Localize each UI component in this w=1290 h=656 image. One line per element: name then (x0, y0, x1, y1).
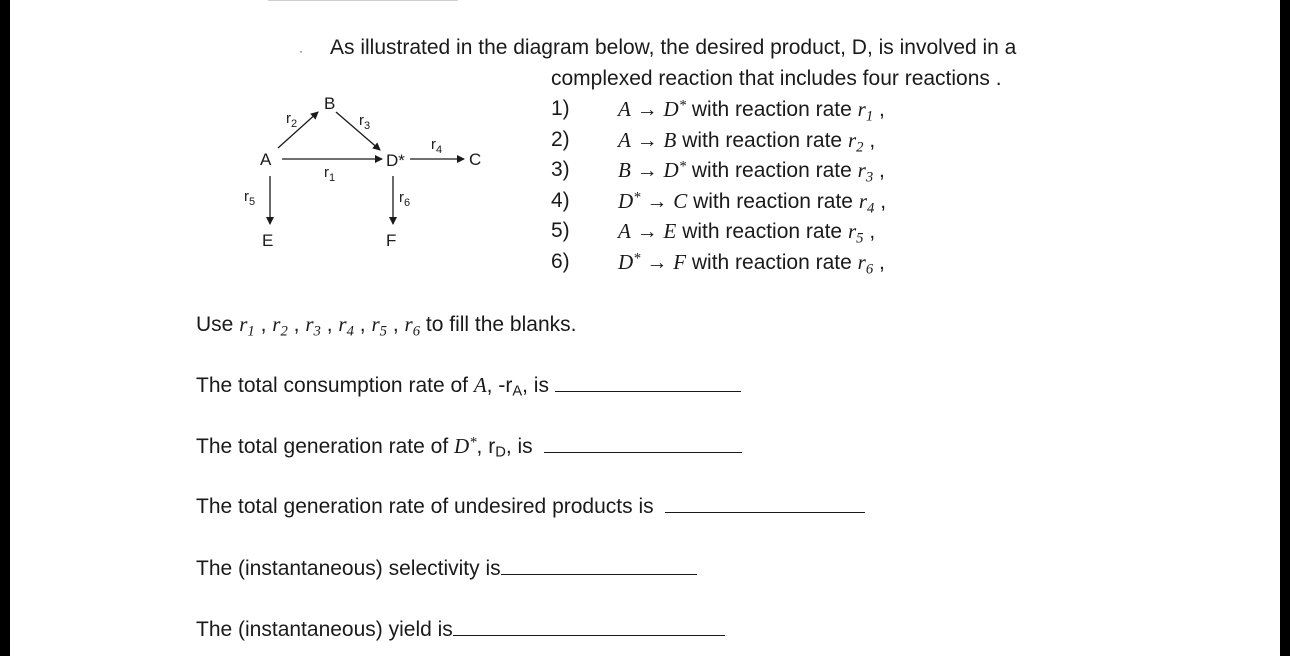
rate-list-comma: , (326, 313, 333, 336)
question-consumption-rate-a (196, 373, 741, 400)
product: B (663, 127, 677, 152)
rate-list-sub: 3 (313, 323, 321, 340)
blank-generation-rate-d[interactable] (544, 434, 742, 453)
reaction-equation (618, 219, 875, 247)
q1-species: A (473, 373, 487, 397)
node-a: A (260, 150, 272, 169)
reaction-number: 1) (551, 97, 570, 120)
comma: , (869, 220, 876, 243)
comma: , (869, 128, 876, 152)
comma: , (880, 189, 887, 213)
q2-post: , is (505, 435, 533, 458)
rate-list-symbol: r (404, 312, 413, 336)
bullet-dot: · (299, 44, 303, 58)
reaction-number: 4) (551, 188, 570, 212)
comma: , (879, 98, 885, 121)
reaction-network-diagram (220, 88, 520, 258)
lhs-sup: * (633, 188, 641, 205)
comma: , (879, 159, 885, 182)
reactant: D (618, 249, 634, 274)
rate-list-comma: , (359, 313, 366, 336)
reaction-arrow: → (636, 98, 658, 121)
reaction-equation (618, 158, 885, 186)
reaction-equation (618, 97, 885, 125)
product: D (663, 97, 679, 121)
rate-symbol: r (847, 219, 857, 243)
product: C (673, 188, 688, 213)
rate-sub: 5 (856, 230, 864, 247)
product: D (663, 158, 679, 182)
reactant: A (618, 219, 631, 243)
rate-list-symbol: r (239, 312, 248, 336)
rate-symbol: r (857, 97, 866, 121)
reactant: D (618, 188, 634, 213)
label-r5: $r_5$ (244, 188, 256, 208)
q2-rate-symbol: , r (476, 435, 496, 458)
edge-a-to-b (278, 112, 318, 148)
node-b: B (324, 94, 336, 113)
rate-symbol: r (857, 158, 866, 182)
question-selectivity (196, 556, 697, 581)
product: E (663, 219, 677, 243)
reaction-arrow: → (646, 189, 668, 213)
rhs-sup: * (678, 97, 687, 114)
rate-list-sub: 2 (280, 323, 288, 340)
rate-list-symbol: r (272, 312, 281, 336)
node-e: E (262, 231, 274, 250)
label-r4: $r_4$ (431, 136, 443, 156)
intro-line-1: As illustrated in the diagram below, the desired product, D, is involved in a (330, 36, 1017, 59)
blank-yield[interactable] (453, 617, 725, 636)
edge-b-to-d (336, 112, 380, 150)
lhs-sup: * (633, 249, 641, 266)
rate-symbol: r (847, 127, 857, 152)
question-generation-rate-d (196, 434, 742, 461)
rate-sub: 3 (865, 169, 874, 186)
reaction-number: 6) (551, 249, 570, 273)
reaction-equation (618, 128, 875, 156)
q5-text: The (instantaneous) yield is (196, 618, 453, 641)
reaction-arrow: → (636, 128, 658, 152)
node-d: D* (386, 151, 405, 170)
q4-text: The (instantaneous) selectivity is (196, 557, 501, 580)
rate-symbol: r (857, 249, 866, 274)
node-f: F (386, 231, 397, 250)
q3-text: The total generation rate of undesired products is (196, 495, 654, 518)
rate-list-symbol: r (338, 312, 347, 336)
reaction-arrow: → (636, 220, 658, 243)
comma: , (879, 250, 885, 274)
q1-rate-symbol: , -r (486, 374, 513, 397)
instruction-line (196, 312, 576, 340)
label-r3: $r_3$ (359, 112, 371, 132)
node-c: C (469, 150, 482, 169)
reaction-text: with reaction rate (682, 128, 843, 152)
rate-list-symbol: r (305, 312, 314, 336)
reaction-text: with reaction rate (693, 189, 853, 213)
reaction-text: with reaction rate (682, 220, 843, 243)
rate-list-symbol: r (371, 312, 380, 336)
label-r6: $r_6$ (399, 189, 411, 209)
question-yield (196, 617, 725, 642)
reaction-number: 5) (551, 219, 570, 242)
rhs-sup: * (678, 158, 687, 175)
q2-species: D (454, 434, 470, 458)
q2-text: The total generation rate of (196, 435, 449, 458)
label-r1: $r_1$ (324, 164, 336, 184)
rate-list-comma: , (392, 313, 399, 336)
reactant: A (618, 97, 631, 121)
rate-list-comma: , (260, 313, 267, 336)
reaction-equation (618, 250, 885, 278)
product: F (673, 249, 687, 274)
question-undesired-products (196, 494, 865, 519)
reaction-number: 3) (551, 158, 570, 181)
reaction-equation (618, 189, 886, 217)
q2-species-sup: * (469, 434, 477, 451)
blank-undesired-products[interactable] (665, 494, 865, 513)
reactant: B (618, 158, 631, 182)
rate-list-sub: 6 (412, 323, 421, 340)
rate-sub: 6 (865, 260, 874, 277)
q1-rate-sub: A (512, 383, 523, 400)
rate-list-sub: 1 (247, 323, 255, 340)
label-r2: $r_2$ (286, 110, 298, 130)
reactant: A (618, 127, 631, 152)
reaction-arrow: → (646, 250, 668, 274)
intro-line-2: complexed reaction that includes four reactions . (551, 67, 1002, 90)
instruction-tail: to fill the blanks. (425, 313, 577, 336)
document-page (10, 0, 1280, 656)
q2-rate-sub: D (495, 444, 506, 461)
rate-sub: 2 (856, 138, 864, 155)
rate-list-sub: 5 (379, 323, 387, 340)
q1-text: The total consumption rate of (196, 374, 468, 397)
rate-list-comma: , (293, 313, 300, 336)
reaction-text: with reaction rate (691, 159, 852, 182)
blank-consumption-rate-a[interactable] (555, 373, 741, 392)
rate-list (239, 312, 426, 340)
rate-list-sub: 4 (346, 323, 354, 340)
instruction-use: Use (196, 313, 234, 336)
reaction-text: with reaction rate (691, 250, 852, 274)
reaction-text: with reaction rate (691, 98, 852, 121)
blank-selectivity[interactable] (501, 556, 697, 575)
top-rule (268, 0, 458, 1)
rate-sub: 1 (865, 108, 874, 125)
q1-post: , is (522, 374, 549, 397)
rate-sub: 4 (867, 199, 875, 216)
rate-symbol: r (858, 188, 868, 213)
reaction-number: 2) (551, 127, 570, 151)
reaction-arrow: → (636, 159, 658, 182)
